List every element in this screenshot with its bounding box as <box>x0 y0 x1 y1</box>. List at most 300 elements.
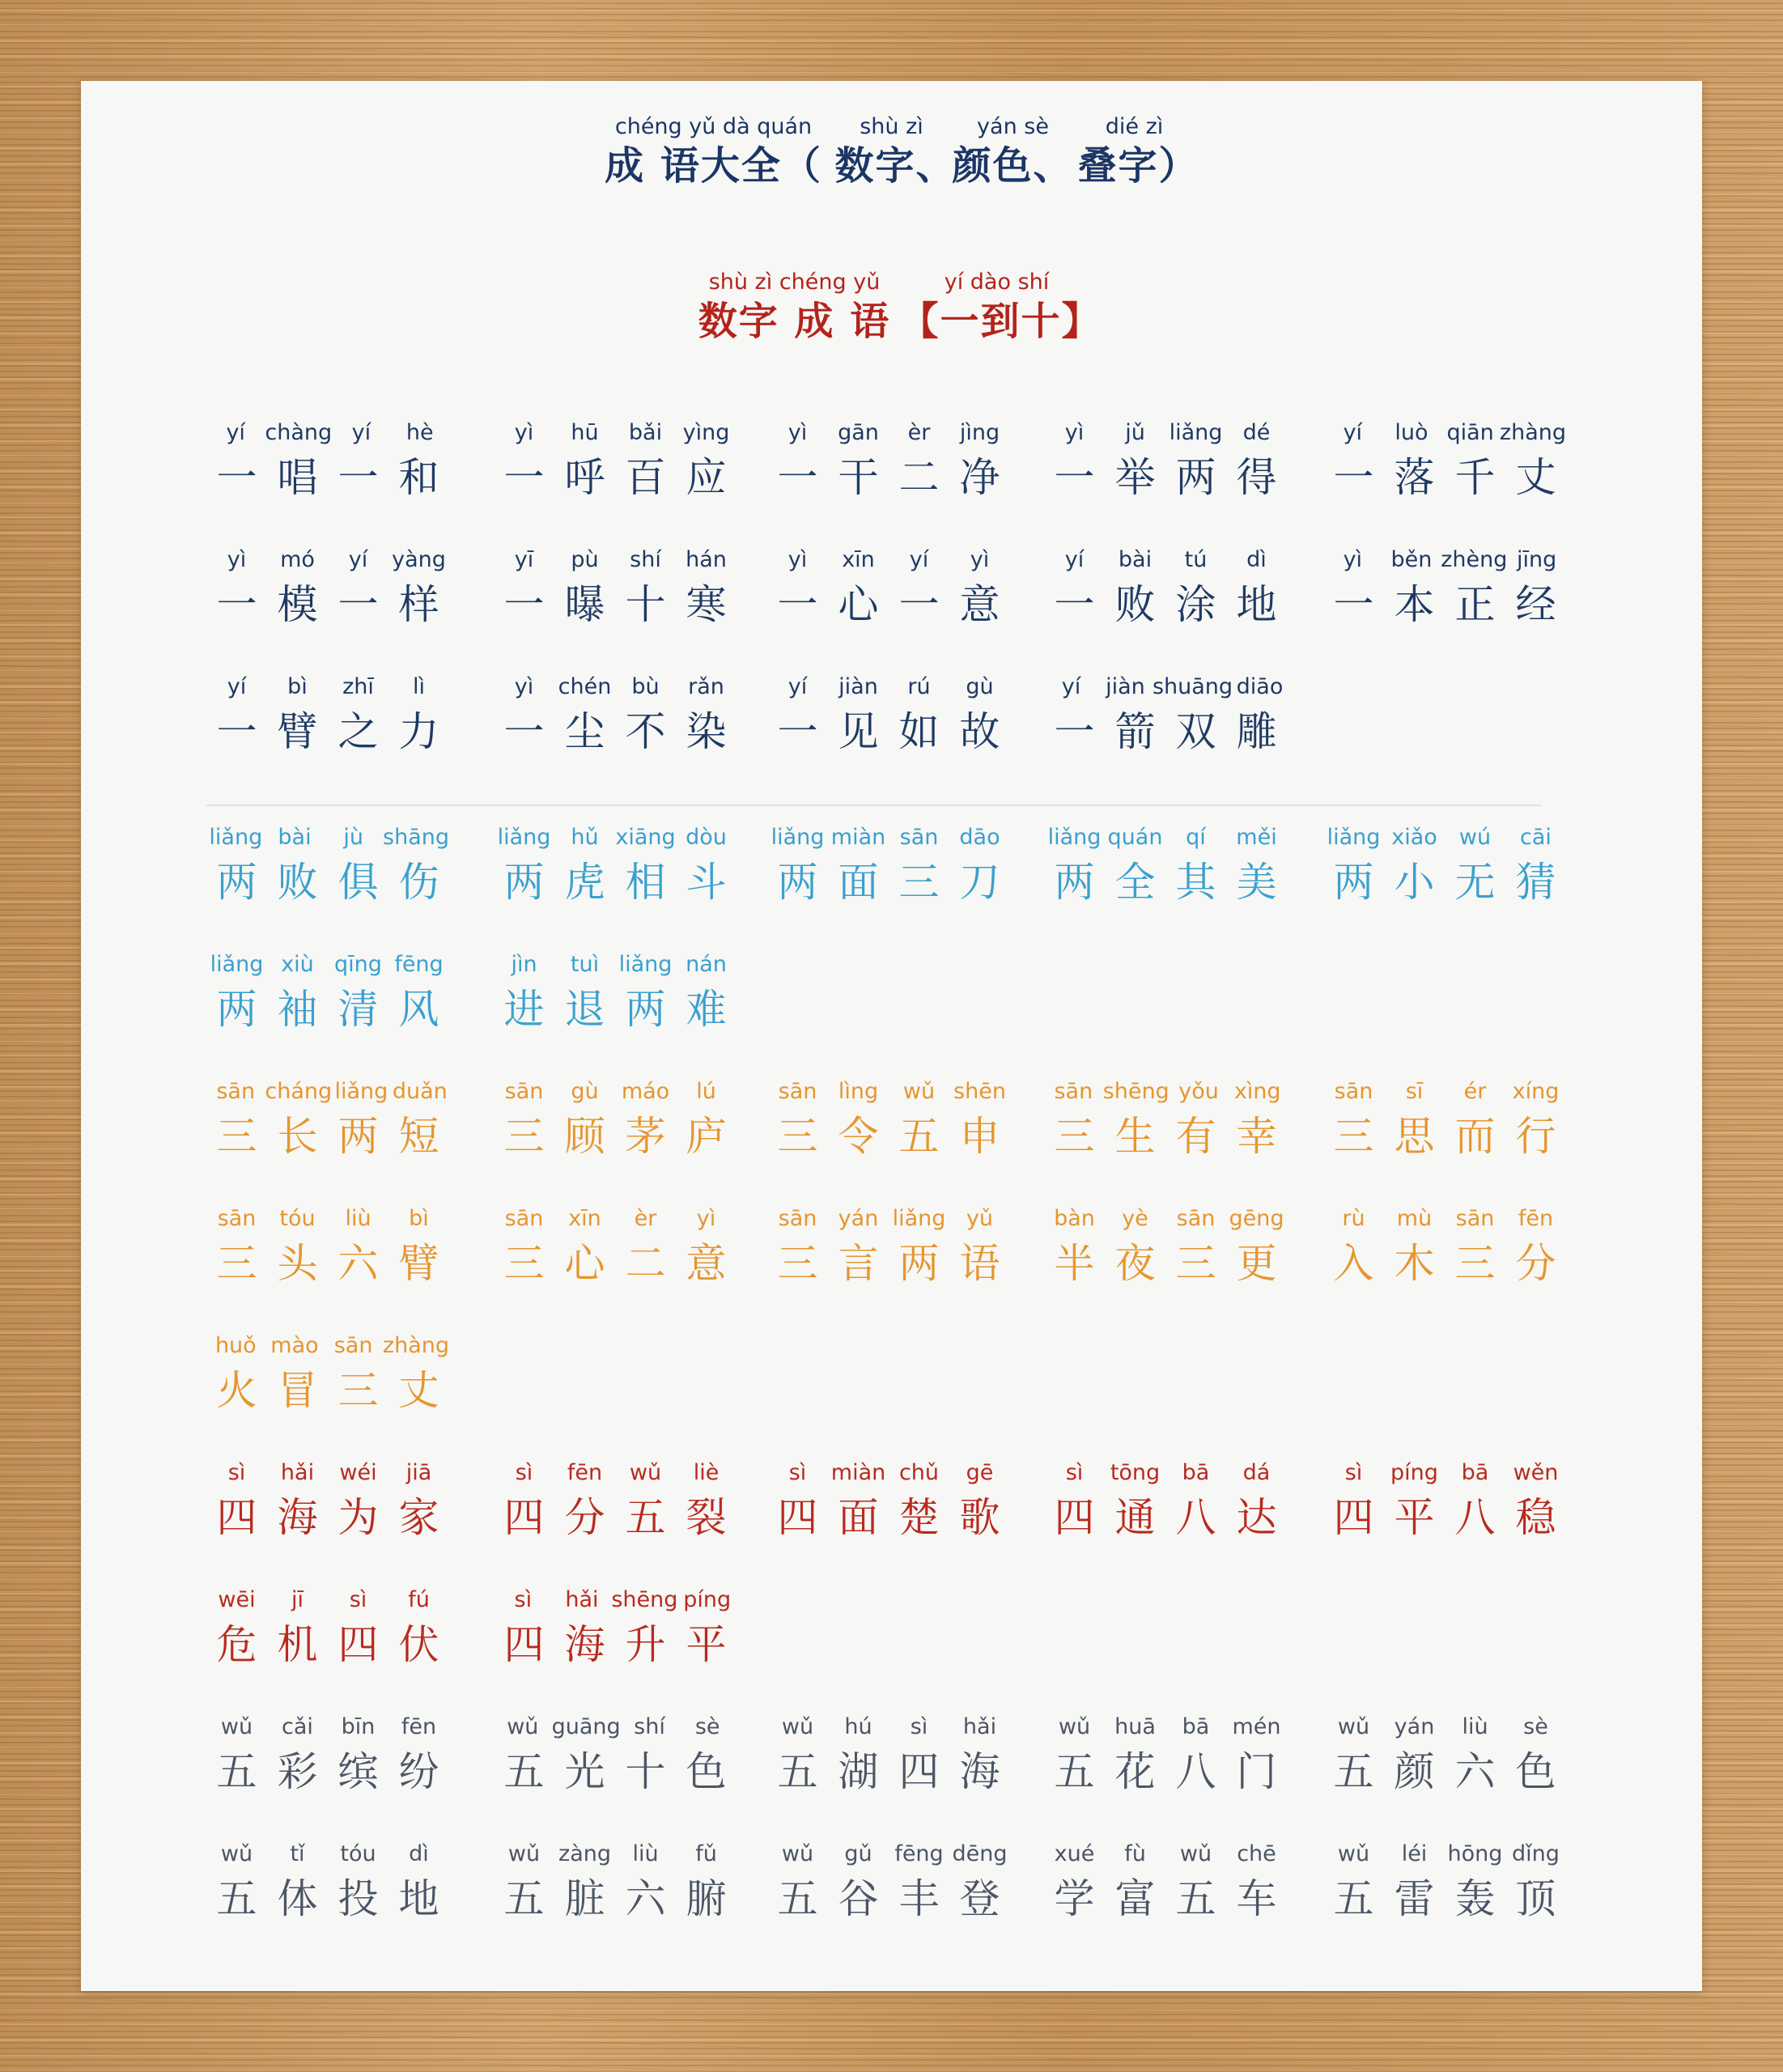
hanzi-character: 五 <box>503 1748 545 1795</box>
idiom-card <box>206 1841 465 1925</box>
hanzi-character: 地 <box>398 1875 439 1922</box>
pinyin-syllable: jī <box>291 1587 304 1612</box>
hanzi-character: 思 <box>1394 1113 1435 1160</box>
hanzi-character: 三 <box>777 1240 818 1287</box>
idiom-card <box>494 1205 753 1289</box>
pinyin-syllable: fēn <box>567 1460 603 1485</box>
idiom-hanzi <box>1044 1110 1287 1162</box>
idiom-hanzi <box>767 1746 1010 1798</box>
idiom-card <box>494 1713 753 1798</box>
hanzi-character: 六 <box>625 1875 666 1922</box>
pinyin-syllable: bài <box>278 825 312 850</box>
hanzi-character: 举 <box>1114 454 1156 501</box>
pinyin-syllable: tóu <box>279 1206 316 1231</box>
pinyin-syllable: hǎi <box>565 1587 599 1612</box>
idiom-hanzi <box>206 1492 449 1543</box>
hanzi-character: 谷 <box>838 1875 879 1922</box>
pinyin-syllable: sān <box>333 1333 373 1358</box>
pinyin-syllable: píng <box>1390 1460 1438 1485</box>
hanzi-character: 小 <box>1394 859 1435 906</box>
idiom-card <box>494 673 753 758</box>
idiom-hanzi <box>494 579 737 631</box>
hanzi-character: 正 <box>1454 581 1496 628</box>
hanzi-character: 八 <box>1175 1494 1216 1541</box>
hanzi-character: 五 <box>1333 1748 1374 1795</box>
pinyin-syllable: wǔ <box>220 1714 253 1739</box>
hanzi-character: 五 <box>898 1113 940 1160</box>
idiom-hanzi <box>1323 1873 1566 1925</box>
idiom-hanzi <box>1323 1238 1566 1289</box>
idiom-card <box>1323 419 1582 503</box>
hanzi-character: 俱 <box>337 859 379 906</box>
pinyin-syllable: dé <box>1242 420 1271 445</box>
hanzi-character: 唱 <box>277 454 318 501</box>
title-hanzi-part: 颜色、 <box>952 143 1074 189</box>
hanzi-character: 有 <box>1175 1113 1216 1160</box>
hanzi-character: 门 <box>1236 1748 1277 1795</box>
idiom-hanzi <box>1323 1746 1566 1798</box>
hanzi-character: 一 <box>216 581 257 628</box>
hanzi-character: 缤 <box>337 1748 379 1795</box>
pinyin-syllable: hú <box>844 1714 872 1739</box>
hanzi-character: 庐 <box>686 1113 727 1160</box>
pinyin-syllable: yì <box>787 547 808 572</box>
hanzi-character: 面 <box>838 1494 879 1541</box>
pinyin-syllable: běn <box>1390 547 1433 572</box>
pinyin-syllable: hán <box>686 547 727 572</box>
subtitle-hanzi-part: 【一到十】 <box>899 299 1102 344</box>
idiom-hanzi <box>1323 452 1566 503</box>
pinyin-syllable: fēn <box>1518 1206 1554 1231</box>
pinyin-syllable: shí <box>630 547 661 572</box>
hanzi-character: 双 <box>1175 708 1216 755</box>
hanzi-character: 登 <box>959 1875 1000 1922</box>
idiom-card <box>206 1205 465 1289</box>
pinyin-syllable: wéi <box>339 1460 377 1485</box>
idiom-card <box>494 1459 753 1543</box>
idiom-hanzi <box>494 856 737 908</box>
idiom-hanzi <box>494 1746 737 1798</box>
idiom-card <box>1323 546 1582 631</box>
pinyin-syllable: sān <box>504 1206 544 1231</box>
idiom-card <box>767 546 1026 631</box>
idiom-pinyin <box>1044 824 1287 851</box>
pinyin-syllable: mào <box>270 1333 319 1358</box>
pinyin-syllable: qí <box>1186 825 1206 850</box>
pinyin-syllable: sān <box>1054 1079 1093 1104</box>
idiom-card <box>1323 824 1582 908</box>
pinyin-syllable: liù <box>632 1841 659 1866</box>
idiom-card <box>206 546 465 631</box>
hanzi-character: 五 <box>1175 1875 1216 1922</box>
idiom-card <box>1044 824 1303 908</box>
idiom-pinyin <box>767 546 1010 574</box>
pinyin-syllable: chàng <box>265 420 333 445</box>
pinyin-syllable: chén <box>558 674 612 699</box>
idiom-card <box>206 1713 465 1798</box>
hanzi-character: 机 <box>277 1621 318 1668</box>
pinyin-syllable: rú <box>907 674 931 699</box>
pinyin-syllable: wǔ <box>220 1841 253 1866</box>
hanzi-character: 一 <box>1333 454 1374 501</box>
hanzi-character: 木 <box>1394 1240 1435 1287</box>
idiom-hanzi <box>1323 1492 1566 1543</box>
hanzi-character: 干 <box>838 454 879 501</box>
hanzi-character: 二 <box>625 1240 666 1287</box>
pinyin-syllable: dòu <box>686 825 727 850</box>
pinyin-syllable: lì <box>412 674 425 699</box>
pinyin-syllable: sì <box>514 1587 533 1612</box>
idiom-pinyin <box>1044 1078 1287 1106</box>
pinyin-syllable: shēng <box>1102 1079 1170 1104</box>
pinyin-syllable: sān <box>778 1206 817 1231</box>
pinyin-syllable: hè <box>405 420 434 445</box>
pinyin-syllable: pù <box>571 547 599 572</box>
pinyin-syllable: sān <box>778 1079 817 1104</box>
hanzi-character: 一 <box>503 581 545 628</box>
idiom-pinyin <box>1323 1459 1566 1487</box>
idiom-pinyin <box>206 546 449 574</box>
hanzi-character: 腑 <box>686 1875 727 1922</box>
hanzi-character: 败 <box>1114 581 1156 628</box>
idiom-hanzi <box>494 1873 737 1925</box>
hanzi-character: 海 <box>564 1621 605 1668</box>
idiom-pinyin <box>494 546 737 574</box>
pinyin-syllable: dēng <box>952 1841 1008 1866</box>
idiom-hanzi <box>767 706 1010 758</box>
hanzi-character: 长 <box>277 1113 318 1160</box>
pinyin-syllable: liǎng <box>771 825 825 850</box>
hanzi-character: 退 <box>564 986 605 1033</box>
idiom-pinyin <box>1323 1205 1566 1233</box>
pinyin-syllable: wǔ <box>781 1714 814 1739</box>
pinyin-syllable: wǔ <box>1179 1841 1212 1866</box>
idiom-card <box>494 546 753 631</box>
pinyin-syllable: yán <box>1394 1714 1435 1739</box>
idiom-pinyin <box>1323 1841 1566 1868</box>
hanzi-character: 五 <box>216 1875 257 1922</box>
idiom-card <box>206 1459 465 1543</box>
hanzi-character: 不 <box>625 708 666 755</box>
pinyin-syllable: bì <box>409 1206 429 1231</box>
idiom-hanzi <box>1044 856 1287 908</box>
hanzi-character: 二 <box>898 454 940 501</box>
pinyin-syllable: guāng <box>551 1714 621 1739</box>
pinyin-syllable: sì <box>788 1460 807 1485</box>
title-hanzi-part: 数字、 <box>834 143 957 189</box>
idiom-hanzi <box>206 579 449 631</box>
hanzi-character: 箭 <box>1114 708 1156 755</box>
idiom-pinyin <box>1044 1713 1287 1741</box>
pinyin-syllable: bì <box>287 674 308 699</box>
hanzi-character: 丰 <box>898 1875 940 1922</box>
hanzi-character: 进 <box>503 986 545 1033</box>
pinyin-syllable: yí <box>787 674 808 699</box>
pinyin-syllable: sì <box>1344 1460 1363 1485</box>
pinyin-syllable: bàn <box>1054 1206 1095 1231</box>
pinyin-syllable: yí <box>1064 547 1085 572</box>
hanzi-character: 三 <box>216 1113 257 1160</box>
idiom-hanzi <box>494 1492 737 1543</box>
hanzi-character: 全 <box>1114 859 1156 906</box>
idiom-card <box>767 1459 1026 1543</box>
hanzi-character: 达 <box>1236 1494 1277 1541</box>
hanzi-character: 雕 <box>1236 708 1277 755</box>
hanzi-character: 难 <box>686 986 727 1033</box>
pinyin-syllable: měi <box>1236 825 1277 850</box>
pinyin-syllable: jìn <box>511 952 537 977</box>
hanzi-character: 两 <box>777 859 818 906</box>
pinyin-syllable: zhī <box>342 674 374 699</box>
pinyin-syllable: liǎng <box>1327 825 1381 850</box>
pinyin-syllable: gǔ <box>844 1841 872 1866</box>
pinyin-syllable: yī <box>514 547 534 572</box>
idiom-card <box>494 1078 753 1162</box>
idiom-hanzi <box>206 1110 449 1162</box>
idiom-card <box>206 951 465 1035</box>
pinyin-syllable: bā <box>1182 1714 1210 1739</box>
idiom-hanzi <box>206 1619 449 1671</box>
idiom-hanzi <box>1044 452 1287 503</box>
pinyin-syllable: yǔ <box>966 1206 994 1231</box>
idiom-pinyin <box>494 1713 737 1741</box>
hanzi-character: 风 <box>398 986 439 1033</box>
pinyin-syllable: sān <box>1455 1206 1495 1231</box>
worksheet-paper <box>81 81 1702 1991</box>
hanzi-character: 一 <box>777 454 818 501</box>
pinyin-syllable: sè <box>694 1714 720 1739</box>
pinyin-syllable: fǔ <box>695 1841 717 1866</box>
hanzi-character: 四 <box>777 1494 818 1541</box>
pinyin-syllable: sì <box>1065 1460 1084 1485</box>
pinyin-syllable: tóu <box>340 1841 376 1866</box>
pinyin-syllable: xiǎo <box>1391 825 1437 850</box>
title-hanzi <box>81 141 1702 191</box>
hanzi-character: 顶 <box>1515 1875 1556 1922</box>
hanzi-character: 五 <box>1054 1748 1095 1795</box>
idiom-pinyin <box>206 1078 449 1106</box>
hanzi-character: 涂 <box>1175 581 1216 628</box>
idiom-hanzi <box>1323 856 1566 908</box>
hanzi-character: 火 <box>216 1367 257 1414</box>
section-title <box>81 269 1702 346</box>
idiom-pinyin <box>494 824 737 851</box>
title-pinyin-part: chéng yǔ dà quán <box>614 114 813 139</box>
pinyin-syllable: bài <box>1118 547 1153 572</box>
hanzi-character: 五 <box>1333 1875 1374 1922</box>
hanzi-character: 六 <box>1454 1748 1496 1795</box>
pinyin-syllable: shēn <box>953 1079 1006 1104</box>
hanzi-character: 一 <box>503 454 545 501</box>
pinyin-syllable: huǒ <box>214 1333 257 1358</box>
hanzi-character: 本 <box>1394 581 1435 628</box>
hanzi-character: 净 <box>959 454 1000 501</box>
hanzi-character: 意 <box>686 1240 727 1287</box>
hanzi-character: 千 <box>1454 454 1496 501</box>
idiom-hanzi <box>494 706 737 758</box>
hanzi-character: 家 <box>398 1494 439 1541</box>
pinyin-syllable: lìng <box>838 1079 879 1104</box>
idiom-card <box>767 1841 1026 1925</box>
pinyin-syllable: dì <box>409 1841 429 1866</box>
hanzi-character: 三 <box>777 1113 818 1160</box>
hanzi-character: 顾 <box>564 1113 605 1160</box>
pinyin-syllable: bù <box>631 674 660 699</box>
idiom-hanzi <box>767 1238 1010 1289</box>
pinyin-syllable: gēng <box>1229 1206 1284 1231</box>
hanzi-character: 得 <box>1236 454 1277 501</box>
hanzi-character: 雷 <box>1394 1875 1435 1922</box>
pinyin-syllable: tú <box>1184 547 1208 572</box>
pinyin-syllable: tuì <box>570 952 600 977</box>
idiom-hanzi <box>1044 706 1287 758</box>
pinyin-syllable: gù <box>571 1079 599 1104</box>
idiom-card <box>1044 1205 1303 1289</box>
hanzi-character: 通 <box>1114 1494 1156 1541</box>
hanzi-character: 五 <box>777 1875 818 1922</box>
hanzi-character: 幸 <box>1236 1113 1277 1160</box>
pinyin-syllable: jīng <box>1517 547 1557 572</box>
hanzi-character: 地 <box>1236 581 1277 628</box>
pinyin-syllable: gù <box>966 674 994 699</box>
pinyin-syllable: mó <box>280 547 315 572</box>
hanzi-character: 败 <box>277 859 318 906</box>
pinyin-syllable: xīn <box>842 547 875 572</box>
hanzi-character: 脏 <box>564 1875 605 1922</box>
hanzi-character: 四 <box>337 1621 379 1668</box>
idiom-hanzi <box>767 452 1010 503</box>
pinyin-syllable: yí <box>226 420 245 445</box>
pinyin-syllable: sān <box>1334 1079 1373 1104</box>
pinyin-syllable: xiù <box>281 952 314 977</box>
pinyin-syllable: liǎng <box>892 1206 946 1231</box>
idiom-pinyin <box>1044 673 1287 701</box>
idiom-card <box>1044 673 1303 758</box>
hanzi-character: 三 <box>337 1367 379 1414</box>
pinyin-syllable: sān <box>217 1206 257 1231</box>
hanzi-character: 彩 <box>277 1748 318 1795</box>
idiom-pinyin <box>494 419 737 447</box>
idiom-card <box>206 419 465 503</box>
pinyin-syllable: tǐ <box>290 1841 305 1866</box>
pinyin-syllable: hǎi <box>962 1714 997 1739</box>
pinyin-syllable: mù <box>1396 1206 1433 1231</box>
hanzi-character: 曝 <box>564 581 605 628</box>
hanzi-character: 样 <box>398 581 439 628</box>
pinyin-syllable: èr <box>907 420 931 445</box>
pinyin-syllable: wǔ <box>629 1460 662 1485</box>
idiom-pinyin <box>767 1459 1010 1487</box>
pinyin-syllable: fēng <box>394 952 444 977</box>
hanzi-character: 两 <box>1175 454 1216 501</box>
hanzi-character: 三 <box>898 859 940 906</box>
pinyin-syllable: bā <box>1461 1460 1489 1485</box>
subtitle-pinyin <box>81 269 1702 296</box>
hanzi-character: 头 <box>277 1240 318 1287</box>
subtitle-hanzi-part: 数字 成 语 <box>698 299 891 344</box>
idiom-hanzi <box>767 856 1010 908</box>
hanzi-character: 两 <box>337 1113 379 1160</box>
hanzi-character: 两 <box>1054 859 1095 906</box>
pinyin-syllable: diāo <box>1236 674 1284 699</box>
pinyin-syllable: lú <box>696 1079 716 1104</box>
hanzi-character: 六 <box>337 1240 379 1287</box>
pinyin-syllable: sān <box>216 1079 256 1104</box>
pinyin-syllable: wǔ <box>902 1079 936 1104</box>
hanzi-character: 语 <box>959 1240 1000 1287</box>
idiom-pinyin <box>206 1205 449 1233</box>
hanzi-character: 无 <box>1454 859 1496 906</box>
page-title <box>81 113 1702 191</box>
idiom-card <box>767 1205 1026 1289</box>
hanzi-character: 两 <box>1333 859 1374 906</box>
pinyin-syllable: fù <box>1124 1841 1146 1866</box>
idiom-hanzi <box>206 1238 449 1289</box>
idiom-pinyin <box>494 1078 737 1106</box>
hanzi-character: 升 <box>625 1621 666 1668</box>
hanzi-character: 故 <box>959 708 1000 755</box>
pinyin-syllable: yì <box>696 1206 716 1231</box>
hanzi-character: 染 <box>686 708 727 755</box>
pinyin-syllable: chǔ <box>898 1460 940 1485</box>
pinyin-syllable: shēng <box>611 1587 678 1612</box>
pinyin-syllable: mén <box>1232 1714 1281 1739</box>
pinyin-syllable: sì <box>910 1714 928 1739</box>
pinyin-syllable: dāo <box>959 825 1000 850</box>
hanzi-character: 百 <box>625 454 666 501</box>
hanzi-character: 一 <box>777 581 818 628</box>
hanzi-character: 光 <box>564 1748 605 1795</box>
idiom-pinyin <box>1323 546 1566 574</box>
pinyin-syllable: liù <box>1462 1714 1488 1739</box>
pinyin-syllable: sān <box>899 825 939 850</box>
hanzi-character: 四 <box>216 1494 257 1541</box>
hanzi-character: 落 <box>1394 454 1435 501</box>
hanzi-character: 五 <box>216 1748 257 1795</box>
pinyin-syllable: dì <box>1246 547 1267 572</box>
hanzi-character: 夜 <box>1114 1240 1156 1287</box>
hanzi-character: 三 <box>503 1240 545 1287</box>
pinyin-syllable: luò <box>1395 420 1429 445</box>
pinyin-syllable: èr <box>634 1206 657 1231</box>
idiom-hanzi <box>1044 1746 1287 1798</box>
hanzi-character: 四 <box>503 1621 545 1668</box>
idiom-pinyin <box>494 1586 737 1614</box>
hanzi-character: 平 <box>1394 1494 1435 1541</box>
pinyin-syllable: xiāng <box>615 825 676 850</box>
pinyin-syllable: shuāng <box>1152 674 1233 699</box>
idiom-card <box>1044 1841 1303 1925</box>
hanzi-character: 分 <box>564 1494 605 1541</box>
hanzi-character: 一 <box>777 708 818 755</box>
pinyin-syllable: xìng <box>1233 1079 1281 1104</box>
hanzi-character: 一 <box>337 454 379 501</box>
pinyin-syllable: hū <box>571 420 599 445</box>
idiom-card <box>767 673 1026 758</box>
hanzi-character: 袖 <box>277 986 318 1033</box>
idiom-card <box>494 824 753 908</box>
hanzi-character: 四 <box>898 1748 940 1795</box>
idiom-hanzi <box>494 1619 737 1671</box>
hanzi-character: 茅 <box>625 1113 666 1160</box>
pinyin-syllable: sān <box>504 1079 544 1104</box>
pinyin-syllable: jiàn <box>838 674 878 699</box>
hanzi-character: 平 <box>686 1621 727 1668</box>
idiom-pinyin <box>494 1841 737 1868</box>
hanzi-character: 歌 <box>959 1494 1000 1541</box>
pinyin-syllable: miàn <box>830 825 886 850</box>
pinyin-syllable: ér <box>1463 1079 1487 1104</box>
